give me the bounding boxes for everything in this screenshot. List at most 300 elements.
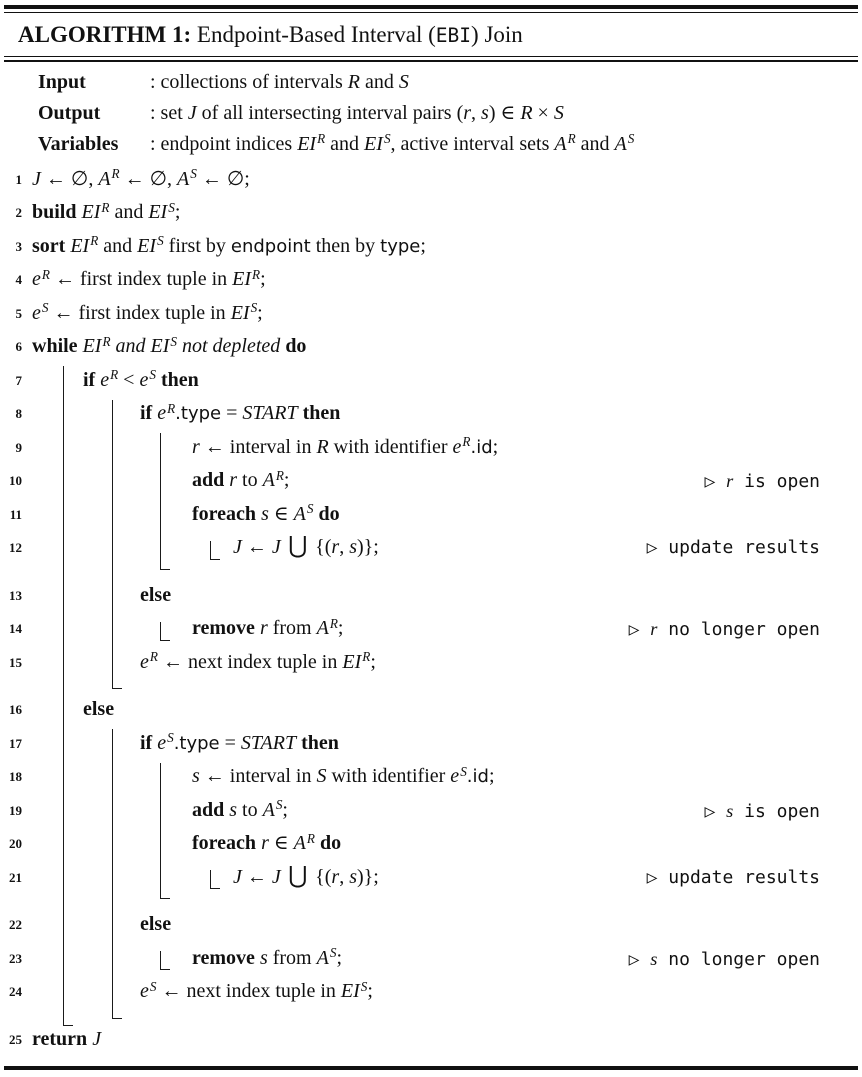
text-segment: S bbox=[383, 131, 391, 147]
text-segment: sort bbox=[32, 234, 71, 257]
statement bbox=[140, 579, 171, 613]
text-segment: START bbox=[242, 402, 298, 425]
text-segment: then bbox=[155, 368, 199, 391]
text-segment: e bbox=[139, 368, 149, 391]
code-line-22 bbox=[0, 908, 862, 942]
text-segment: then bbox=[297, 402, 341, 425]
code-line-20 bbox=[0, 827, 862, 861]
top-rule-thin bbox=[4, 12, 858, 13]
text-segment: A bbox=[554, 132, 567, 155]
text-segment: R bbox=[362, 649, 371, 665]
text-segment: ▷ bbox=[628, 948, 651, 970]
block-rail-foot bbox=[112, 1018, 122, 1019]
text-segment: R bbox=[252, 266, 261, 282]
text-segment: ← ∅; bbox=[196, 167, 250, 190]
line-number: 13 bbox=[9, 587, 22, 603]
text-segment: s bbox=[192, 765, 200, 788]
line-number: 16 bbox=[9, 702, 22, 718]
text-segment: and bbox=[110, 335, 151, 358]
code-line-2 bbox=[0, 196, 862, 230]
text-segment: A bbox=[262, 798, 275, 821]
line-number: 5 bbox=[15, 305, 22, 321]
text-segment: S bbox=[460, 763, 467, 779]
text-segment: ▷ bbox=[628, 619, 651, 641]
text-segment: EBI bbox=[435, 24, 472, 48]
text-segment: .type bbox=[175, 403, 222, 425]
block-rail bbox=[210, 870, 211, 888]
text-segment: r bbox=[650, 619, 658, 640]
line-number: 19 bbox=[9, 802, 22, 818]
text-segment: ; bbox=[282, 798, 288, 821]
statement bbox=[140, 908, 171, 942]
code-line-9 bbox=[0, 431, 862, 465]
statement bbox=[192, 942, 342, 977]
text-segment: ▷ update results bbox=[646, 866, 820, 888]
text-segment: e bbox=[157, 731, 167, 754]
text-segment: .id bbox=[470, 436, 493, 458]
block-rail-foot bbox=[160, 969, 170, 970]
text-segment: e bbox=[450, 765, 460, 788]
text-segment: foreach bbox=[192, 502, 262, 525]
line-number: 12 bbox=[9, 540, 22, 556]
text-segment: remove bbox=[192, 946, 260, 969]
text-segment: : endpoint indices bbox=[150, 132, 298, 155]
text-segment: START bbox=[240, 731, 297, 754]
text-segment: R bbox=[317, 131, 326, 147]
text-segment: R bbox=[316, 435, 329, 458]
block-rail-foot bbox=[112, 688, 122, 689]
text-segment: s bbox=[349, 536, 357, 559]
line-number: 17 bbox=[9, 735, 22, 751]
line-number: 25 bbox=[9, 1031, 22, 1047]
comment bbox=[629, 612, 820, 647]
text-segment: r bbox=[331, 865, 340, 888]
pseudocode-block bbox=[0, 163, 862, 1057]
text-segment: R bbox=[329, 615, 338, 631]
code-line-14 bbox=[0, 612, 862, 646]
text-segment: EI bbox=[230, 301, 250, 324]
text-segment: S bbox=[360, 978, 368, 994]
text-segment: else bbox=[140, 583, 172, 606]
text-segment: s bbox=[481, 101, 489, 124]
text-segment: ▷ update results bbox=[646, 537, 820, 559]
text-segment: EI bbox=[148, 201, 168, 224]
top-rule-thick bbox=[4, 5, 858, 9]
text-segment: s bbox=[261, 502, 269, 525]
text-segment: {( bbox=[315, 865, 332, 888]
text-segment: if bbox=[140, 402, 158, 425]
text-segment: A bbox=[316, 617, 329, 640]
statement bbox=[83, 364, 199, 399]
text-segment: )}; bbox=[357, 865, 379, 888]
text-segment: r bbox=[463, 101, 472, 124]
comment bbox=[704, 794, 820, 829]
text-segment: r bbox=[261, 832, 269, 855]
text-segment: J bbox=[271, 536, 281, 559]
text-segment: , bbox=[471, 101, 482, 124]
text-segment: R bbox=[520, 101, 533, 124]
comment bbox=[647, 531, 820, 565]
text-segment: remove bbox=[192, 617, 260, 640]
text-segment: J bbox=[187, 101, 197, 124]
code-line-8 bbox=[0, 397, 862, 431]
text-segment: , bbox=[339, 536, 350, 559]
text-segment: S bbox=[329, 945, 337, 961]
text-segment: with identifier bbox=[328, 435, 453, 458]
text-segment: R bbox=[149, 649, 158, 665]
text-segment: else bbox=[83, 698, 115, 721]
text-segment: ← next index tuple in bbox=[157, 650, 343, 673]
block-rail-foot bbox=[160, 640, 170, 641]
text-segment: e bbox=[140, 980, 149, 1003]
statement bbox=[192, 498, 340, 533]
text-segment: with identifier bbox=[326, 765, 451, 788]
text-segment: A bbox=[316, 946, 329, 969]
line-number: 8 bbox=[15, 406, 22, 422]
statement bbox=[192, 794, 288, 829]
block-rail-foot bbox=[63, 1025, 73, 1026]
text-segment: S bbox=[168, 199, 175, 215]
text-segment: ∈ bbox=[268, 502, 294, 525]
statement bbox=[32, 297, 263, 332]
algorithm-title bbox=[18, 18, 862, 52]
block-rail bbox=[63, 366, 64, 1025]
text-segment: .id bbox=[466, 766, 489, 788]
statement bbox=[140, 397, 340, 432]
text-segment: R bbox=[110, 367, 119, 383]
text-segment: e bbox=[100, 368, 110, 391]
text-segment: ; bbox=[257, 301, 263, 324]
text-segment: R bbox=[347, 70, 360, 93]
variables-label: Variables bbox=[38, 132, 119, 155]
text-segment: ▷ bbox=[704, 800, 727, 822]
comment bbox=[647, 861, 820, 895]
text-segment: R bbox=[462, 434, 471, 450]
text-segment: build bbox=[32, 201, 82, 224]
text-segment: < bbox=[118, 368, 140, 391]
text-segment: add bbox=[192, 469, 230, 492]
text-segment: R bbox=[102, 333, 111, 349]
text-segment: , active interval sets bbox=[390, 132, 555, 155]
line-number: 14 bbox=[9, 621, 22, 637]
text-segment: A bbox=[98, 167, 111, 190]
text-segment: S bbox=[190, 166, 197, 182]
text-segment: s bbox=[349, 865, 357, 888]
text-segment: S bbox=[275, 797, 283, 813]
text-segment: EI bbox=[70, 234, 90, 257]
text-segment: and bbox=[359, 70, 399, 93]
text-segment: while bbox=[32, 335, 83, 358]
text-segment: ← interval in bbox=[199, 435, 317, 458]
line-number: 11 bbox=[9, 506, 22, 522]
text-segment: S bbox=[157, 233, 164, 249]
text-segment: of all intersecting interval pairs ( bbox=[196, 101, 464, 124]
block-rail bbox=[160, 763, 161, 898]
block-rail-foot bbox=[210, 888, 220, 889]
text-segment: S bbox=[553, 101, 564, 124]
text-segment: ; bbox=[370, 650, 376, 673]
block-rail bbox=[112, 400, 113, 688]
statement bbox=[140, 975, 373, 1010]
text-segment: ⋃ bbox=[280, 860, 316, 889]
text-segment: do bbox=[314, 832, 342, 855]
text-segment: R bbox=[167, 400, 176, 416]
line-number: 10 bbox=[9, 473, 22, 489]
text-segment: endpoint bbox=[230, 235, 311, 257]
text-segment: )}; bbox=[357, 536, 379, 559]
code-line-11 bbox=[0, 498, 862, 532]
text-segment: ; bbox=[260, 268, 266, 291]
text-segment: = bbox=[219, 731, 241, 754]
statement bbox=[192, 612, 343, 647]
text-segment: ) ∈ bbox=[488, 101, 521, 124]
line-number: 23 bbox=[9, 950, 22, 966]
input-row bbox=[0, 67, 862, 98]
line-number: 2 bbox=[15, 205, 22, 221]
text-segment: is open bbox=[733, 471, 820, 493]
statement bbox=[32, 263, 266, 298]
text-segment: ) Join bbox=[471, 22, 523, 48]
text-segment: else bbox=[140, 913, 172, 936]
line-number: 6 bbox=[15, 339, 22, 355]
text-segment: S bbox=[398, 70, 409, 93]
bottom-rule bbox=[4, 1066, 858, 1070]
input-label: Input bbox=[38, 70, 86, 93]
text-segment: foreach bbox=[192, 832, 262, 855]
text-segment: r bbox=[259, 617, 268, 640]
input-description bbox=[150, 71, 409, 93]
line-number: 9 bbox=[15, 439, 22, 455]
variables-description bbox=[150, 133, 634, 155]
text-segment: add bbox=[192, 798, 230, 821]
text-segment: S bbox=[149, 367, 156, 383]
comment bbox=[629, 942, 820, 977]
line-number: 1 bbox=[15, 171, 22, 187]
text-segment: r bbox=[192, 435, 200, 458]
text-segment: ; bbox=[174, 201, 181, 224]
text-segment: .type bbox=[173, 732, 220, 754]
text-segment: S bbox=[41, 300, 49, 316]
text-segment: is open bbox=[733, 800, 820, 822]
block-rail-foot bbox=[160, 569, 170, 570]
text-segment: e bbox=[157, 402, 167, 425]
text-segment: s bbox=[726, 800, 734, 821]
code-line-5 bbox=[0, 297, 862, 331]
code-line-18 bbox=[0, 760, 862, 794]
code-line-15 bbox=[0, 646, 862, 680]
code-line-16 bbox=[0, 693, 862, 727]
text-segment: A bbox=[262, 469, 275, 492]
text-segment: s bbox=[650, 948, 658, 969]
text-segment: EI bbox=[137, 234, 157, 257]
text-segment: to bbox=[237, 798, 263, 821]
block-rail bbox=[160, 951, 161, 969]
text-segment: A bbox=[293, 502, 306, 525]
text-segment: first by bbox=[163, 234, 231, 257]
block-rail-foot bbox=[160, 898, 170, 899]
text-segment: ⋃ bbox=[280, 531, 316, 560]
statement bbox=[192, 760, 495, 795]
text-segment: J bbox=[233, 865, 242, 888]
statement bbox=[140, 646, 376, 681]
output-label: Output bbox=[38, 101, 101, 124]
text-segment: : set bbox=[150, 101, 188, 124]
line-number: 22 bbox=[9, 917, 22, 933]
statement bbox=[32, 330, 306, 365]
text-segment: e bbox=[140, 650, 149, 673]
text-segment: e bbox=[32, 268, 41, 291]
text-segment: ← bbox=[241, 865, 272, 888]
statement bbox=[140, 727, 339, 762]
text-segment: ; bbox=[420, 234, 426, 257]
text-segment: ← ∅, bbox=[40, 167, 99, 190]
code-line-7 bbox=[0, 364, 862, 398]
text-segment: s bbox=[229, 798, 238, 821]
line-number: 18 bbox=[9, 769, 22, 785]
text-segment: from bbox=[267, 617, 317, 640]
text-segment: ; bbox=[488, 765, 495, 788]
text-segment: ← next index tuple in bbox=[156, 980, 341, 1003]
text-segment: S bbox=[170, 333, 177, 349]
text-segment: ← bbox=[241, 536, 272, 559]
text-segment: EI bbox=[297, 132, 317, 155]
text-segment: R bbox=[306, 830, 315, 846]
block-rail bbox=[160, 433, 161, 569]
text-segment: J bbox=[233, 536, 242, 559]
line-number: 21 bbox=[9, 869, 22, 885]
text-segment: S bbox=[306, 501, 314, 517]
text-segment: J bbox=[32, 167, 41, 190]
text-segment: then bbox=[296, 731, 339, 754]
statement bbox=[32, 163, 250, 198]
text-segment: J bbox=[271, 865, 281, 888]
statement bbox=[192, 827, 341, 862]
code-line-13 bbox=[0, 579, 862, 613]
line-number: 20 bbox=[9, 836, 22, 852]
code-line-12 bbox=[0, 531, 862, 565]
text-segment: R bbox=[101, 199, 110, 215]
code-line-24 bbox=[0, 975, 862, 1009]
text-segment: EI bbox=[82, 335, 102, 358]
text-segment: J bbox=[92, 1027, 102, 1050]
text-segment: ; bbox=[367, 980, 373, 1003]
text-segment: , bbox=[339, 865, 350, 888]
statement bbox=[192, 431, 498, 466]
code-line-17 bbox=[0, 727, 862, 761]
block-rail bbox=[160, 622, 161, 640]
text-segment: A bbox=[177, 167, 190, 190]
text-segment: and bbox=[575, 132, 615, 155]
block-rail bbox=[112, 729, 113, 1018]
code-line-3 bbox=[0, 230, 862, 264]
output-row bbox=[0, 98, 862, 129]
text-segment: e bbox=[32, 301, 41, 324]
text-segment: ← first index tuple in bbox=[48, 301, 231, 324]
code-line-19 bbox=[0, 794, 862, 828]
block-rail-foot bbox=[210, 559, 220, 560]
text-segment: R bbox=[90, 233, 99, 249]
text-segment: s bbox=[259, 946, 268, 969]
comment bbox=[704, 464, 820, 499]
text-segment: and bbox=[109, 201, 149, 224]
text-segment: e bbox=[452, 435, 462, 458]
text-segment: EI bbox=[364, 132, 383, 155]
text-segment: EI bbox=[232, 268, 252, 291]
io-block bbox=[0, 62, 862, 163]
text-segment: then by bbox=[310, 234, 381, 257]
text-segment: no longer open bbox=[657, 948, 820, 970]
statement bbox=[83, 693, 114, 727]
text-segment: {( bbox=[315, 536, 332, 559]
text-segment: and bbox=[325, 132, 365, 155]
code-line-6 bbox=[0, 330, 862, 364]
text-segment: A bbox=[293, 832, 306, 855]
text-segment: not depleted bbox=[177, 335, 286, 358]
variables-row bbox=[0, 129, 862, 160]
text-segment: ← ∅, bbox=[119, 167, 178, 190]
code-line-21 bbox=[0, 861, 862, 895]
text-segment: to bbox=[237, 469, 263, 492]
text-segment: Endpoint-Based Interval ( bbox=[191, 22, 436, 48]
line-number: 7 bbox=[15, 372, 22, 388]
text-segment: S bbox=[250, 300, 258, 316]
text-segment: ; bbox=[283, 469, 290, 492]
text-segment: do bbox=[285, 335, 307, 358]
text-segment: EI bbox=[81, 201, 101, 224]
text-segment: S bbox=[167, 730, 174, 746]
statement bbox=[233, 531, 379, 565]
text-segment: S bbox=[627, 131, 635, 147]
line-number: 24 bbox=[9, 984, 22, 1000]
statement bbox=[192, 464, 289, 499]
text-segment: ; bbox=[336, 946, 342, 969]
text-segment: EI bbox=[342, 650, 362, 673]
text-segment: and bbox=[98, 234, 138, 257]
text-segment: r bbox=[726, 471, 734, 492]
block-rail bbox=[210, 541, 211, 559]
statement bbox=[233, 861, 379, 895]
statement bbox=[32, 1023, 101, 1057]
text-segment: type bbox=[380, 235, 421, 257]
code-line-1 bbox=[0, 163, 862, 197]
text-segment: R bbox=[567, 131, 576, 147]
text-segment: ; bbox=[337, 617, 344, 640]
text-segment: ▷ bbox=[704, 471, 727, 493]
text-segment: no longer open bbox=[657, 619, 820, 641]
text-segment: ; bbox=[492, 435, 499, 458]
text-segment: S bbox=[149, 978, 157, 994]
text-segment: ∈ bbox=[268, 832, 294, 855]
line-number: 4 bbox=[15, 272, 22, 288]
text-segment: = bbox=[221, 402, 243, 425]
text-segment: ALGORITHM 1: bbox=[18, 22, 192, 48]
text-segment: A bbox=[614, 132, 627, 155]
statement bbox=[32, 196, 180, 231]
text-segment: EI bbox=[150, 335, 170, 358]
text-segment: from bbox=[267, 946, 317, 969]
text-segment: R bbox=[41, 266, 50, 282]
code-line-23 bbox=[0, 942, 862, 976]
output-description bbox=[150, 102, 564, 124]
text-segment: S bbox=[316, 765, 327, 788]
text-segment: if bbox=[83, 368, 101, 391]
text-segment: EI bbox=[340, 980, 360, 1003]
text-segment: R bbox=[111, 166, 120, 182]
title-separator-thin bbox=[4, 56, 858, 57]
text-segment: R bbox=[275, 467, 284, 483]
text-segment: r bbox=[331, 536, 340, 559]
text-segment: ← first index tuple in bbox=[49, 268, 233, 291]
